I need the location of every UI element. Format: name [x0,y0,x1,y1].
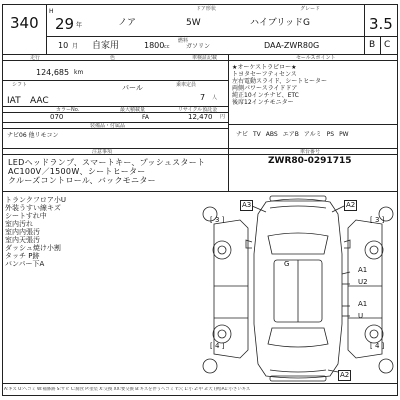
sales-point-item: 両側パワースライドドア [232,85,298,92]
capacity-label: 乗車定員 [176,82,197,88]
notes-bottom-rule [2,191,398,192]
chassis-number: ZWR80-0291715 [268,156,352,166]
shift-label: シフト [12,82,28,88]
equipment-row [236,131,396,138]
chassis-divider [228,148,229,191]
color-no-label: カラーNo. [56,107,80,113]
frame-bottom [2,395,398,396]
transmission: IAT [7,96,21,106]
mark-3-right: [ 3 ] [370,216,385,224]
year-prefix: H [49,8,54,15]
capacity-unit: 人 [212,95,218,101]
frame-left [2,4,3,395]
inspector-note: タッチ P跡 [5,252,40,260]
note-line: LEDヘッドランプ、スマートキー、プッシュスタート [8,158,206,167]
equip-airbag: エアB [282,131,299,138]
auction-score: 3.5 [369,15,393,33]
usage: 自家用 [92,41,120,51]
recycle-unit: 円 [220,114,226,120]
equip-tv: TV [253,131,261,138]
legend-footer: A:キズ U:ヘコミ W:補修跡 S:サビ C:腐食 P:塗装 X:交換 XX:要交換 B:キズを伴うヘコミ Y:穴 1:小 2:中 3:大 (例)A1:小さいキズ [4,387,251,392]
mark-a1-right-front: A1 [358,266,368,274]
inspection-label: 車検証記載 [192,55,218,61]
note-line: AC100V／1500W、シートヒーター [8,167,146,176]
door-type: 5W [186,18,201,28]
lot-divider [46,4,47,54]
inspector-note: 室内天張汚 [5,236,40,244]
mark-a3-front-left: A3 [242,201,252,209]
recycle-fee: 12,470 [188,113,213,121]
mileage-unit: km [74,69,84,76]
accessories-label: 装備品・付属品 [90,123,126,129]
inspector-note: ダッシュ焼け小割 [5,244,61,252]
inspector-note: シートすれ中 [5,212,47,220]
year-unit: 年 [76,22,83,29]
notes-label-rule [2,154,398,155]
inspector-note: 室内汚れ [5,220,33,228]
frame-right [397,4,398,395]
header-mid-rule [46,36,364,37]
load-label: 最大積載量 [120,107,146,113]
equip-ps: PS [326,131,335,138]
mark-a2-front-right: A2 [346,201,356,209]
model-year: 29 [55,15,75,33]
mark-g-windshield: G [284,260,290,268]
spec-row1-rule [2,80,228,81]
mileage-value: 124,685 [36,68,70,77]
notes-label: 注意事項 [92,149,113,155]
month-unit: 月 [72,43,79,50]
equip-abs: ABS [265,131,278,138]
sales-points-label: セールスポイント [296,55,336,61]
spec-bottom-rule [2,148,398,149]
fuel-type: ガソリン [186,43,211,50]
mark-u2-right: U2 [358,278,368,286]
model-code: DAA-ZWR80G [264,41,320,50]
score-divider [364,4,365,54]
grade: ハイブリッドG [250,18,310,28]
mark-4-right: [ 4 ] [370,342,385,350]
recycle-label: リサイクル預託金 [178,107,218,113]
air-conditioning: AAC [30,96,49,106]
car-damage-diagram [200,194,396,382]
door-label: ドア形状 [196,6,216,12]
sales-point-item: 純正10インチナビ、ETC [232,92,299,99]
sales-point-item: 左右電動スライド、シートヒーター [232,78,328,85]
frame-top [2,4,398,5]
mark-3-left: [ 3 ] [210,216,225,224]
mileage-label: 走行 [30,55,41,61]
lot-number: 340 [10,14,39,32]
equip-navi: ナビ [236,131,249,138]
sales-point-item: トヨタセーフティセンス [232,71,297,78]
footer-rule [2,383,398,384]
inspector-note: トランクフロア小U [5,196,66,204]
sales-equip-rule [228,124,398,125]
mark-a1-right-rear: A1 [358,300,368,308]
equip-pw: PW [339,131,349,138]
grade-label: グレード [300,6,321,12]
inspector-note: 外装うすい線キズ [5,204,61,212]
mark-a2-rear: A2 [340,371,350,379]
car-model: ノア [118,18,137,28]
trim-code: FA [142,114,150,121]
fuel-label: 燃料 [178,38,189,44]
mark-4-left: [ 4 ] [210,342,225,350]
note-line: クルーズコントロール、バックモニター [8,176,156,185]
inspector-note: バンパー下A [5,260,45,268]
sales-point-item: ★オーケストラピロー★ [232,64,297,71]
inspector-note: 室内内張汚 [5,228,40,236]
sales-point-item: 後席12インチモニター [232,99,294,106]
equip-alloy: アルミ [303,131,322,138]
capacity-value: 7 [200,93,206,102]
displacement-unit: cc [164,44,170,50]
body-color: パール [122,84,143,92]
chassis-label: 車台番号 [300,149,321,155]
inspector-notes [5,196,115,268]
mark-u-right-rear: U [358,312,364,320]
spec-sales-divider [228,54,229,148]
bc-divider [380,36,381,54]
reg-month: 10 [58,41,69,50]
displacement: 1800 [144,41,165,50]
accessories-value: ナビ06 他リモコン [7,132,59,139]
interior-grade: B [369,40,376,50]
color-label: 色 [110,55,116,61]
notes-list [8,158,228,185]
sales-points-list [232,64,396,106]
color-number: 070 [50,113,64,121]
exterior-grade: C [384,40,391,50]
